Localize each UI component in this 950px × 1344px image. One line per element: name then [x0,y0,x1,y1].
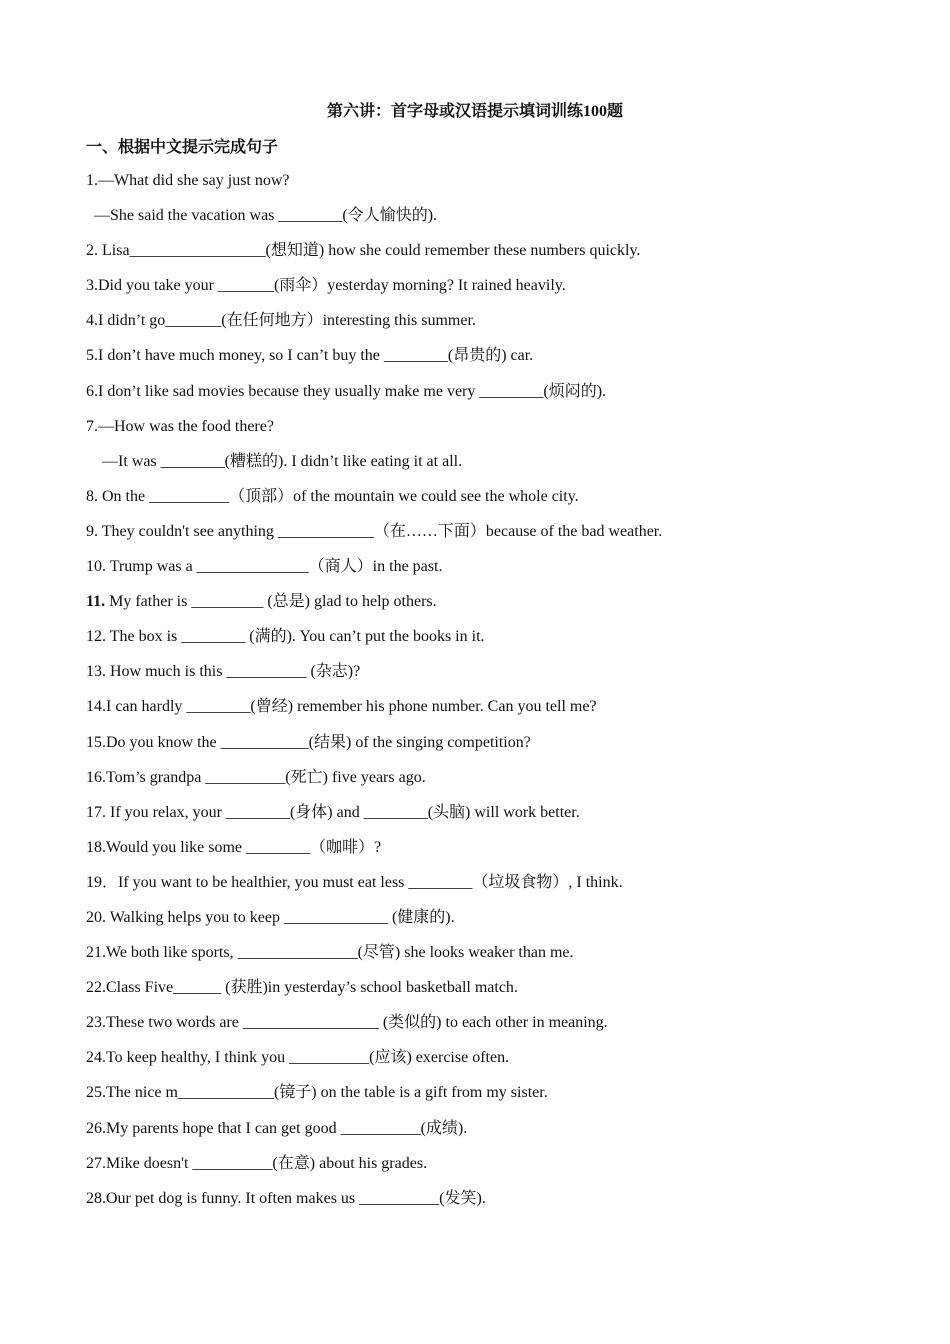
exercise-line: 9. They couldn't see anything ____________（在……下面）because of the bad weather. [86,522,663,540]
exercise-line: 22.Class Five______ (获胜)in yesterday’s school basketball match. [86,979,518,997]
exercise-line: 21.We both like sports, _______________(尽管) she looks weaker than me. [86,944,574,962]
exercise-line: 7.—How was the food there? [86,417,274,435]
exercise-line: —It was ________(糟糕的). I didn’t like eating it at all. [102,452,463,470]
exercise-line: 24.To keep healthy, I think you __________(应该) exercise often. [86,1049,510,1067]
exercise-line: 3.Did you take your _______(雨伞）yesterday morning? It rained heavily. [86,277,566,295]
exercise-line: 2. Lisa_________________(想知道) how she could remember these numbers quickly. [86,242,641,260]
exercise-line: 13. How much is this __________ (杂志)? [86,663,361,681]
exercise-line: 20. Walking helps you to keep _____________ (健康的). [86,908,455,926]
exercise-line: 25.The nice m____________(镜子) on the table is a gift from my sister. [86,1084,548,1102]
exercise-line: 12. The box is ________ (满的). You can’t put the books in it. [86,628,485,646]
exercise-line: 27.Mike doesn't __________(在意) about his grades. [86,1154,428,1172]
section-heading: 一、根据中文提示完成句子 [86,139,279,156]
exercise-line: 6.I don’t like sad movies because they usually make me very ________(烦闷的). [86,382,607,400]
exercise-line: 5.I don’t have much money, so I can’t buy the ________(昂贵的) car. [86,347,534,365]
exercise-line: 17. If you relax, your ________(身体) and ________(头脑) will work better. [86,803,580,821]
exercise-list [86,170,886,1223]
exercise-line: —She said the vacation was ________(令人愉快的). [94,207,438,225]
exercise-line [86,591,886,626]
exercise-line: 4.I didn’t go_______(在任何地方）interesting this summer. [86,312,476,330]
exercise-line: 10. Trump was a ______________（商人）in the past. [86,558,443,576]
exercise-line: 18.Would you like some ________（咖啡）? [86,838,382,856]
exercise-line: 28.Our pet dog is funny. It often makes us __________(发笑). [86,1189,486,1207]
exercise-line: 19．If you want to be healthier, you must eat less ________（垃圾食物）, I think. [86,873,623,891]
exercise-line: 1.—What did she say just now? [86,172,290,189]
exercise-line: 26.My parents hope that I can get good __________(成绩). [86,1119,468,1137]
exercise-line: 14.I can hardly ________(曾经) remember his phone number. Can you tell me? [86,698,597,716]
question-text: My father is _________ (总是) glad to help others. [105,593,437,611]
page-title: 第六讲：首字母或汉语提示填词训练100题 [326,103,623,120]
exercise-line: 15.Do you know the ___________(结果) of the singing competition? [86,733,531,751]
exercise-line: 16.Tom’s grandpa __________(死亡) five years ago. [86,768,426,786]
question-number: 11. [86,593,106,611]
exercise-line: 8. On the __________（顶部）of the mountain we could see the whole city. [86,487,579,505]
exercise-line: 23.These two words are _________________ (类似的) to each other in meaning. [86,1014,608,1032]
